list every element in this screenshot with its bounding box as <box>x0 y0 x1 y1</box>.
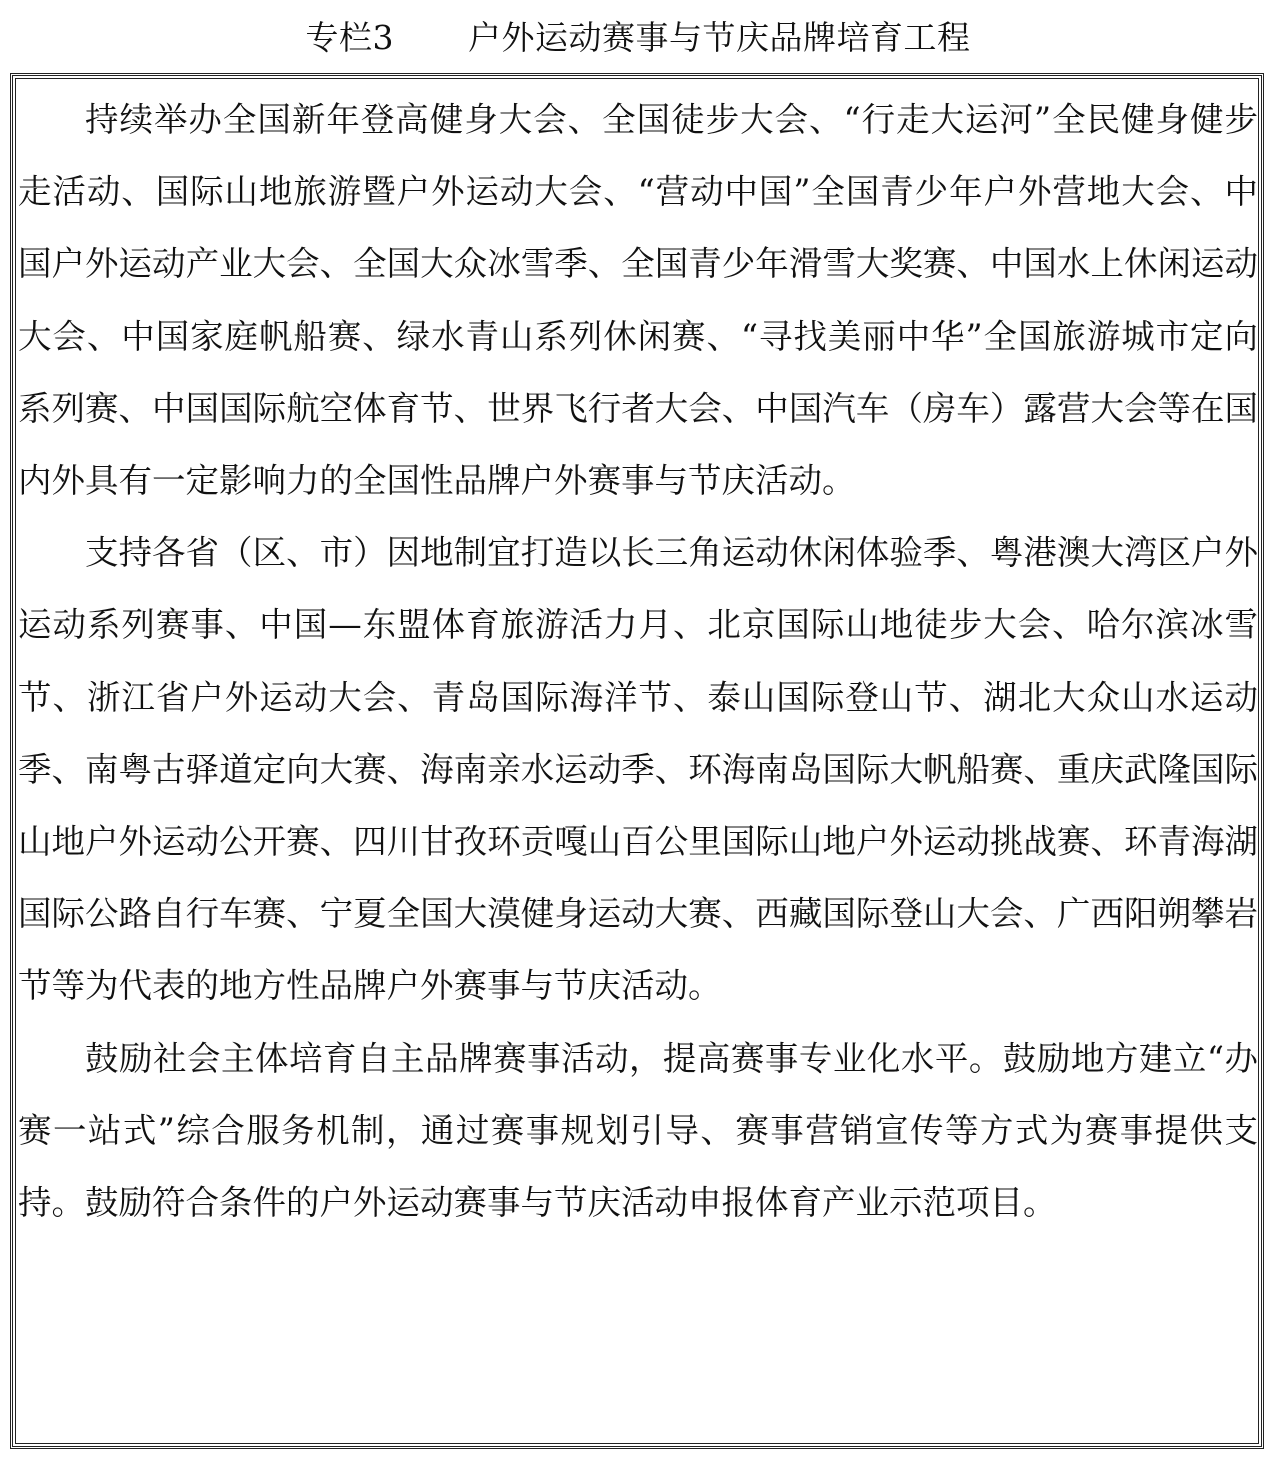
column-content <box>18 84 1258 1239</box>
paragraph-encourage-brands: 鼓励社会主体培育自主品牌赛事活动，提高赛事专业化水平。鼓励地方建立“办赛一站式”综合服务机制，通过赛事规划引导、赛事营销宣传等方式为赛事提供支持。鼓励符合条件的户外运动赛事与节庆活动申报体育产业示范项目。 <box>18 1038 1258 1223</box>
column-heading: 户外运动赛事与节庆品牌培育工程 <box>468 18 971 57</box>
column-label: 专栏3 <box>305 18 394 57</box>
paragraph-national-events: 持续举办全国新年登高健身大会、全国徒步大会、“行走大运河”全民健身健步走活动、国际山地旅游暨户外运动大会、“营动中国”全国青少年户外营地大会、中国户外运动产业大会、全国大众冰雪季、全国青少年滑雪大奖赛、中国水上休闲运动大会、中国家庭帆船赛、绿水青山系列休闲赛、“寻找美丽中华”全国旅游城市定向系列赛、中国国际航空体育节、世界飞行者大会、中国汽车（房车）露营大会等在国内外具有一定影响力的全国性品牌户外赛事与节庆活动。 <box>18 100 1258 501</box>
column-box <box>10 73 1264 1449</box>
paragraph-local-events: 支持各省（区、市）因地制宜打造以长三角运动休闲体验季、粤港澳大湾区户外运动系列赛事、中国—东盟体育旅游活力月、北京国际山地徒步大会、哈尔滨冰雪节、浙江省户外运动大会、青岛国际海洋节、泰山国际登山节、湖北大众山水运动季、南粤古驿道定向大赛、海南亲水运动季、环海南岛国际大帆船赛、重庆武隆国际山地户外运动公开赛、四川甘孜环贡嘎山百公里国际山地户外运动挑战赛、环青海湖国际公路自行车赛、宁夏全国大漠健身运动大赛、西藏国际登山大会、广西阳朔攀岩节等为代表的地方性品牌户外赛事与节庆活动。 <box>18 533 1258 1006</box>
column-title <box>0 14 1276 62</box>
